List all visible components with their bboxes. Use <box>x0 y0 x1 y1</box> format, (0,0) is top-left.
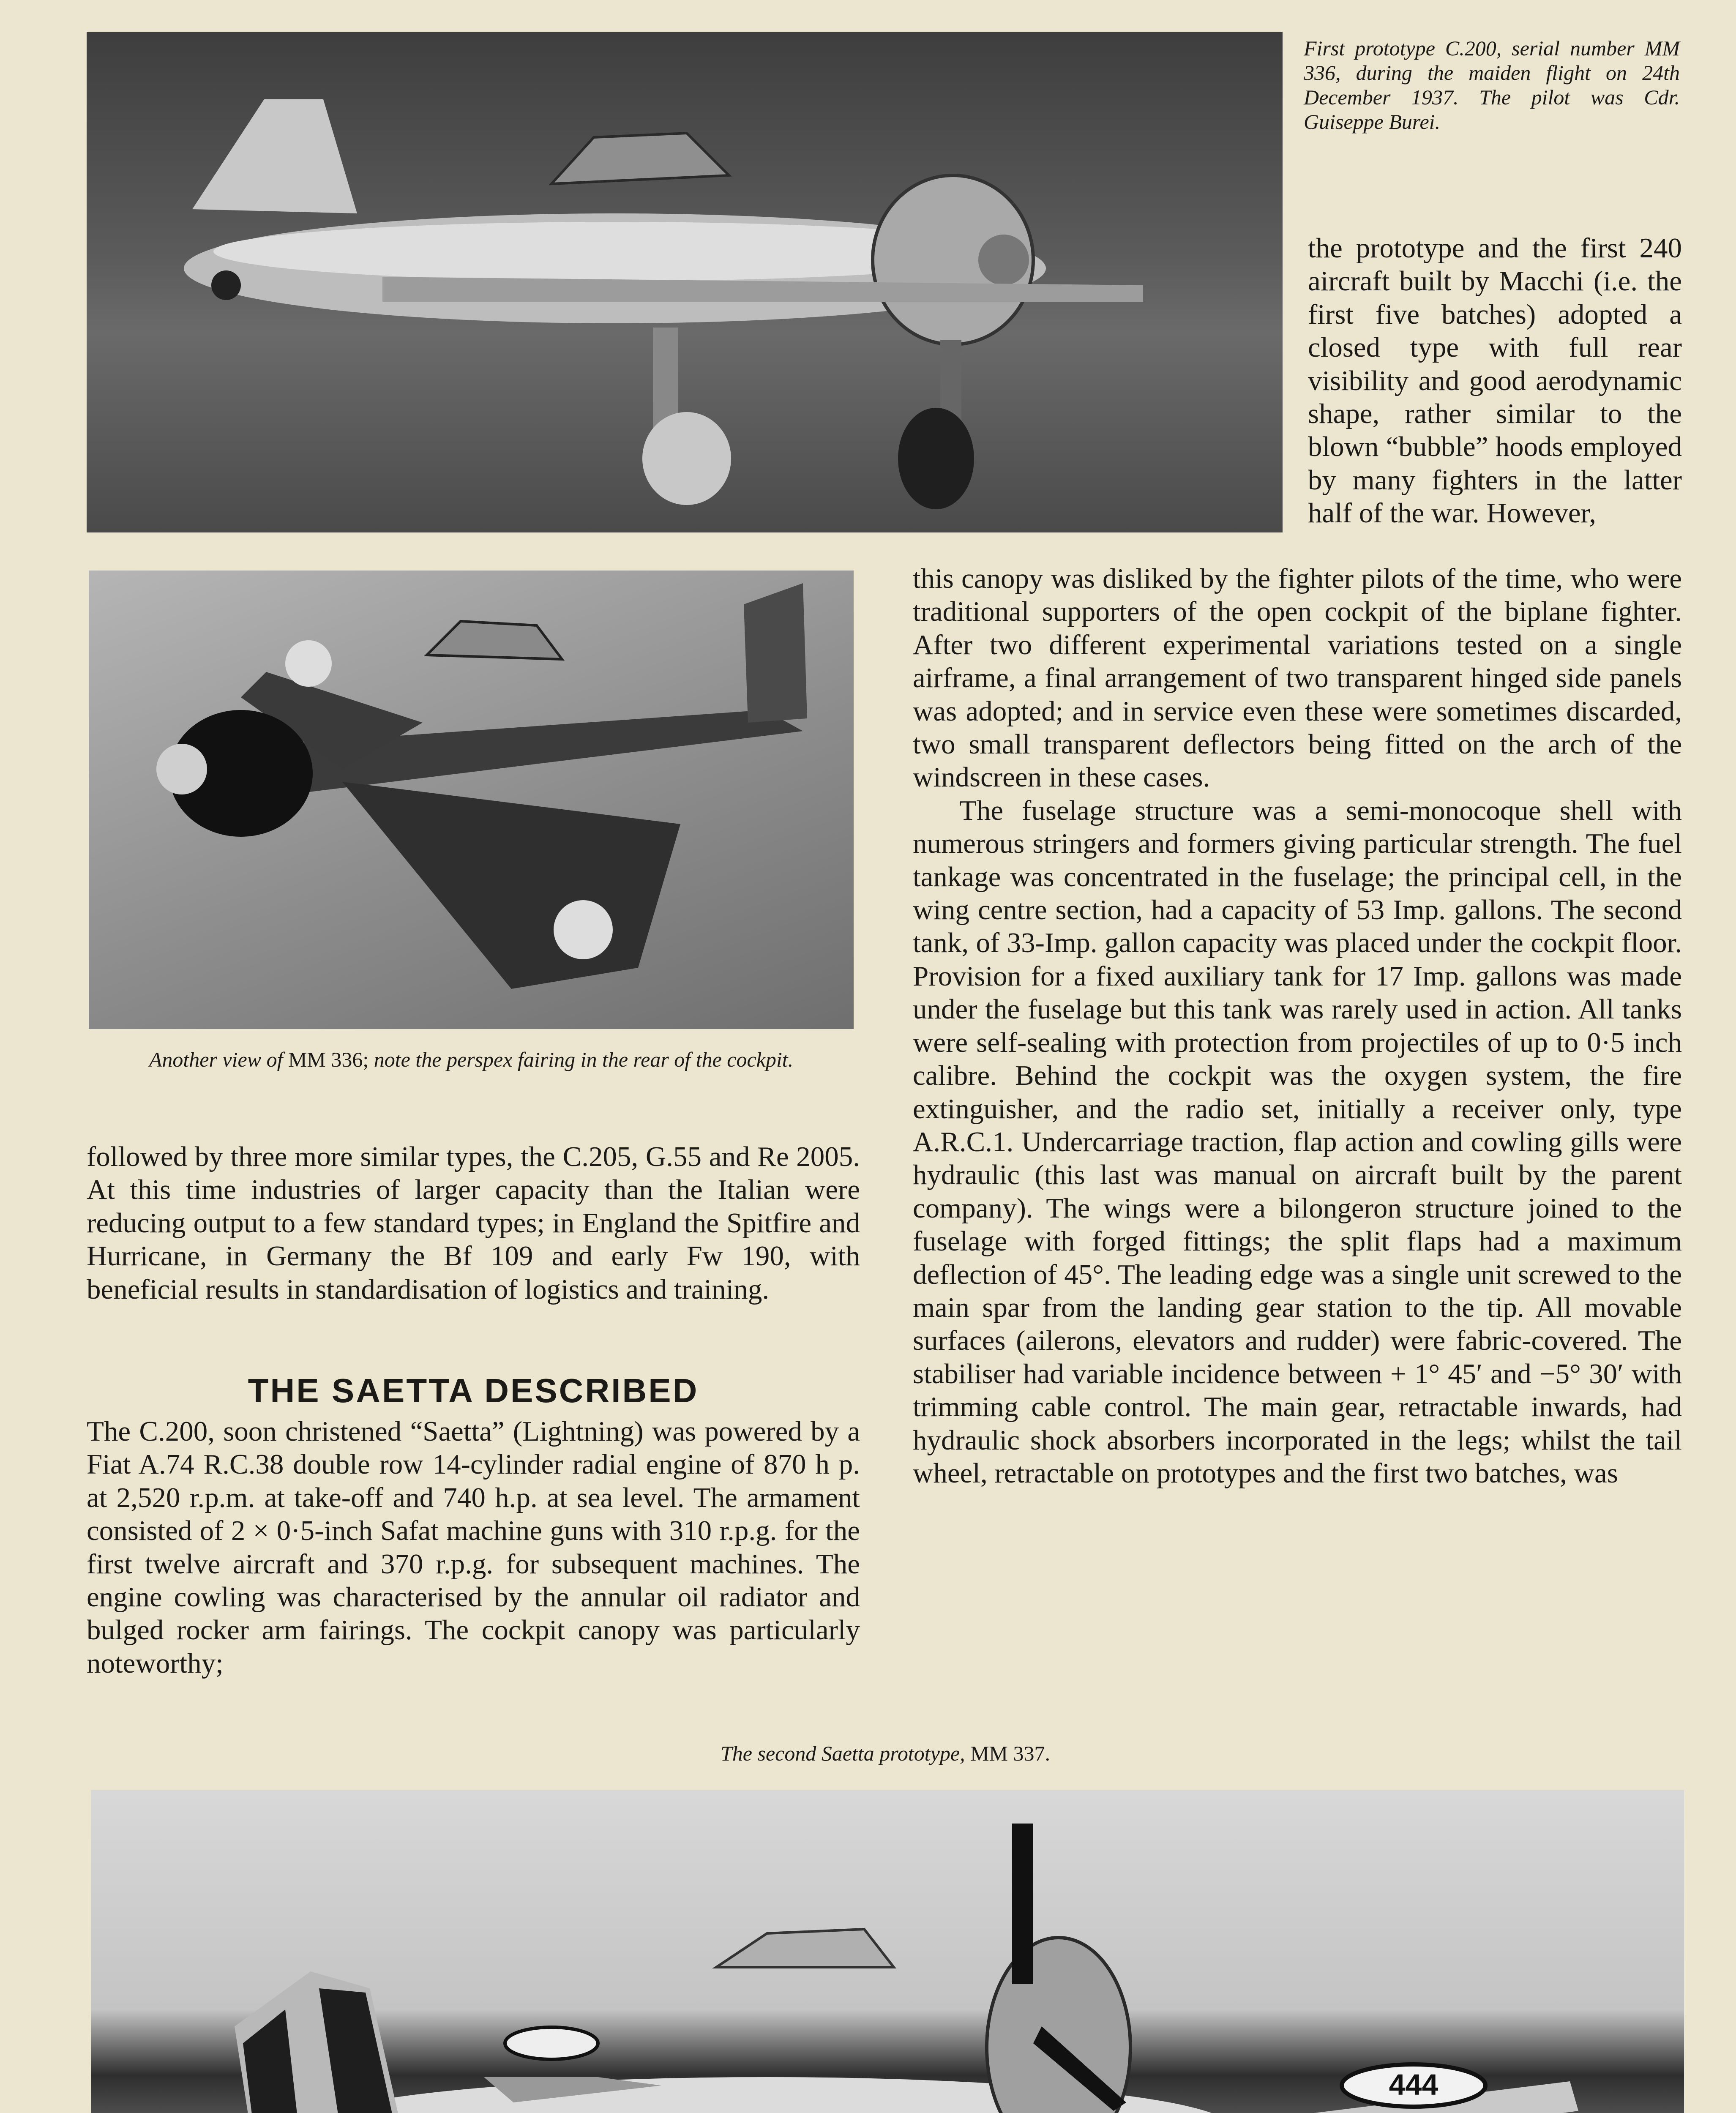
right-column-body <box>913 562 1682 1490</box>
paragraph-fuselage-structure: The fuselage structure was a semi-monocoque shell with numerous stringers and formers giving particular strength. The fuel tankage was concentrated in the fuselage; the principal cell, in the wing centre section, had a capacity of 53 Imp. gallons. The second tank, of 33-Imp. gallon capacity was placed under the cockpit floor. Provision for a fixed auxiliary tank for 17 Imp. gallons was made under the fuselage but this tank was rarely used in action. All tanks were self-sealing with protection from projectiles of up to 0·5 inch calibre. Behind the cockpit was the oxygen system, the fire extinguisher, and the radio set, initially a receiver only, type A.R.C.1. Undercarriage traction, flap action and cowling gills were hydraulic (this last was manual on aircraft built by the parent company). The wings were a bilongeron structure joined to the fuselage with forged fittings; the split flaps had a maximum deflection of 45°. The leading edge was a single unit screwed to the main spar from the landing gear station to the tip. All movable surfaces (ailerons, elevators and rudder) were fabric-covered. The stabiliser had variable incidence between + 1° 45′ and −5° 30′ with trimming cable control. The main gear, retractable inwards, had hydraulic shock absorbers incorporated in the legs; whilst the tail wheel, retractable on prototypes and the first two batches, was <box>913 794 1682 1489</box>
caption-photo-2-lead: Another view of <box>149 1048 283 1071</box>
caption-photo-2 <box>85 1047 858 1072</box>
paragraph-industry: followed by three more similar types, the C.205, G.55 and Re 2005. At this time industries of larger capacity than the Italian were reducing output to a few standard types; in England the Spitfire and Hurricane, in Germany the Bf 109 and early Fw 190, with beneficial results in standardisation of logistics and training. <box>87 1141 860 1305</box>
caption-photo-3-serial: MM 337. <box>970 1742 1050 1765</box>
caption-photo-1 <box>1304 36 1680 134</box>
photo-prototype-in-flight <box>87 32 1283 532</box>
left-column-section <box>87 1415 860 1680</box>
paragraph-canopy-start: the prototype and the first 240 aircraft built by Macchi (i.e. the first five batches) adopted a closed type with full rear visibility and good aerodynamic shape, rather similar to the blown “bubble” hoods employed by many fighters in the latter half of the war. However, <box>1308 232 1682 529</box>
section-heading: THE SAETTA DESCRIBED <box>248 1372 699 1409</box>
aircraft-illustration-3 <box>91 1790 1684 2113</box>
caption-photo-2-rest: note the perspex fairing in the rear of the cockpit. <box>374 1048 794 1071</box>
right-column-top <box>1308 232 1682 530</box>
left-column-body <box>87 1140 860 1306</box>
photo-second-prototype <box>91 1790 1684 2113</box>
caption-photo-3-lead: The second Saetta prototype, <box>720 1742 965 1765</box>
wing-roundel-marking: 444 <box>1389 2068 1438 2101</box>
paragraph-saetta-described: The C.200, soon christened “Saetta” (Lightning) was powered by a Fiat A.74 R.C.38 double row 14-cylinder radial engine of 870 h p. at 2,520 r.p.m. at take-off and 740 h.p. at sea level. The armament consisted of 2 × 0·5-inch Safat machine guns with 310 r.p.g. for the first twelve aircraft and 370 r.p.g. for subsequent machines. The engine cowling was characterised by the annular oil radiator and bulged rocker arm fairings. The cockpit canopy was particularly noteworthy; <box>87 1416 860 1679</box>
paragraph-canopy-continued: this canopy was disliked by the fighter pilots of the time, who were traditional supporters of the open cockpit of the biplane fighter. After two different experimental variations tested on a single airframe, a final arrangement of two transparent hinged side panels was adopted; and in service even these were sometimes discarded, two small transparent deflectors being fitted on the arch of the windscreen in these cases. <box>913 563 1682 793</box>
caption-photo-2-serial: MM 336; <box>288 1048 369 1071</box>
aircraft-illustration-2 <box>89 571 854 1029</box>
caption-photo-3 <box>87 1741 1684 1766</box>
aircraft-illustration-1 <box>87 32 1283 532</box>
photo-second-view <box>89 571 854 1029</box>
caption-photo-1-text: First prototype C.200, serial number MM 336, during the maiden flight on 24th December 1937. The pilot was Cdr. Guiseppe Burei. <box>1304 36 1680 134</box>
